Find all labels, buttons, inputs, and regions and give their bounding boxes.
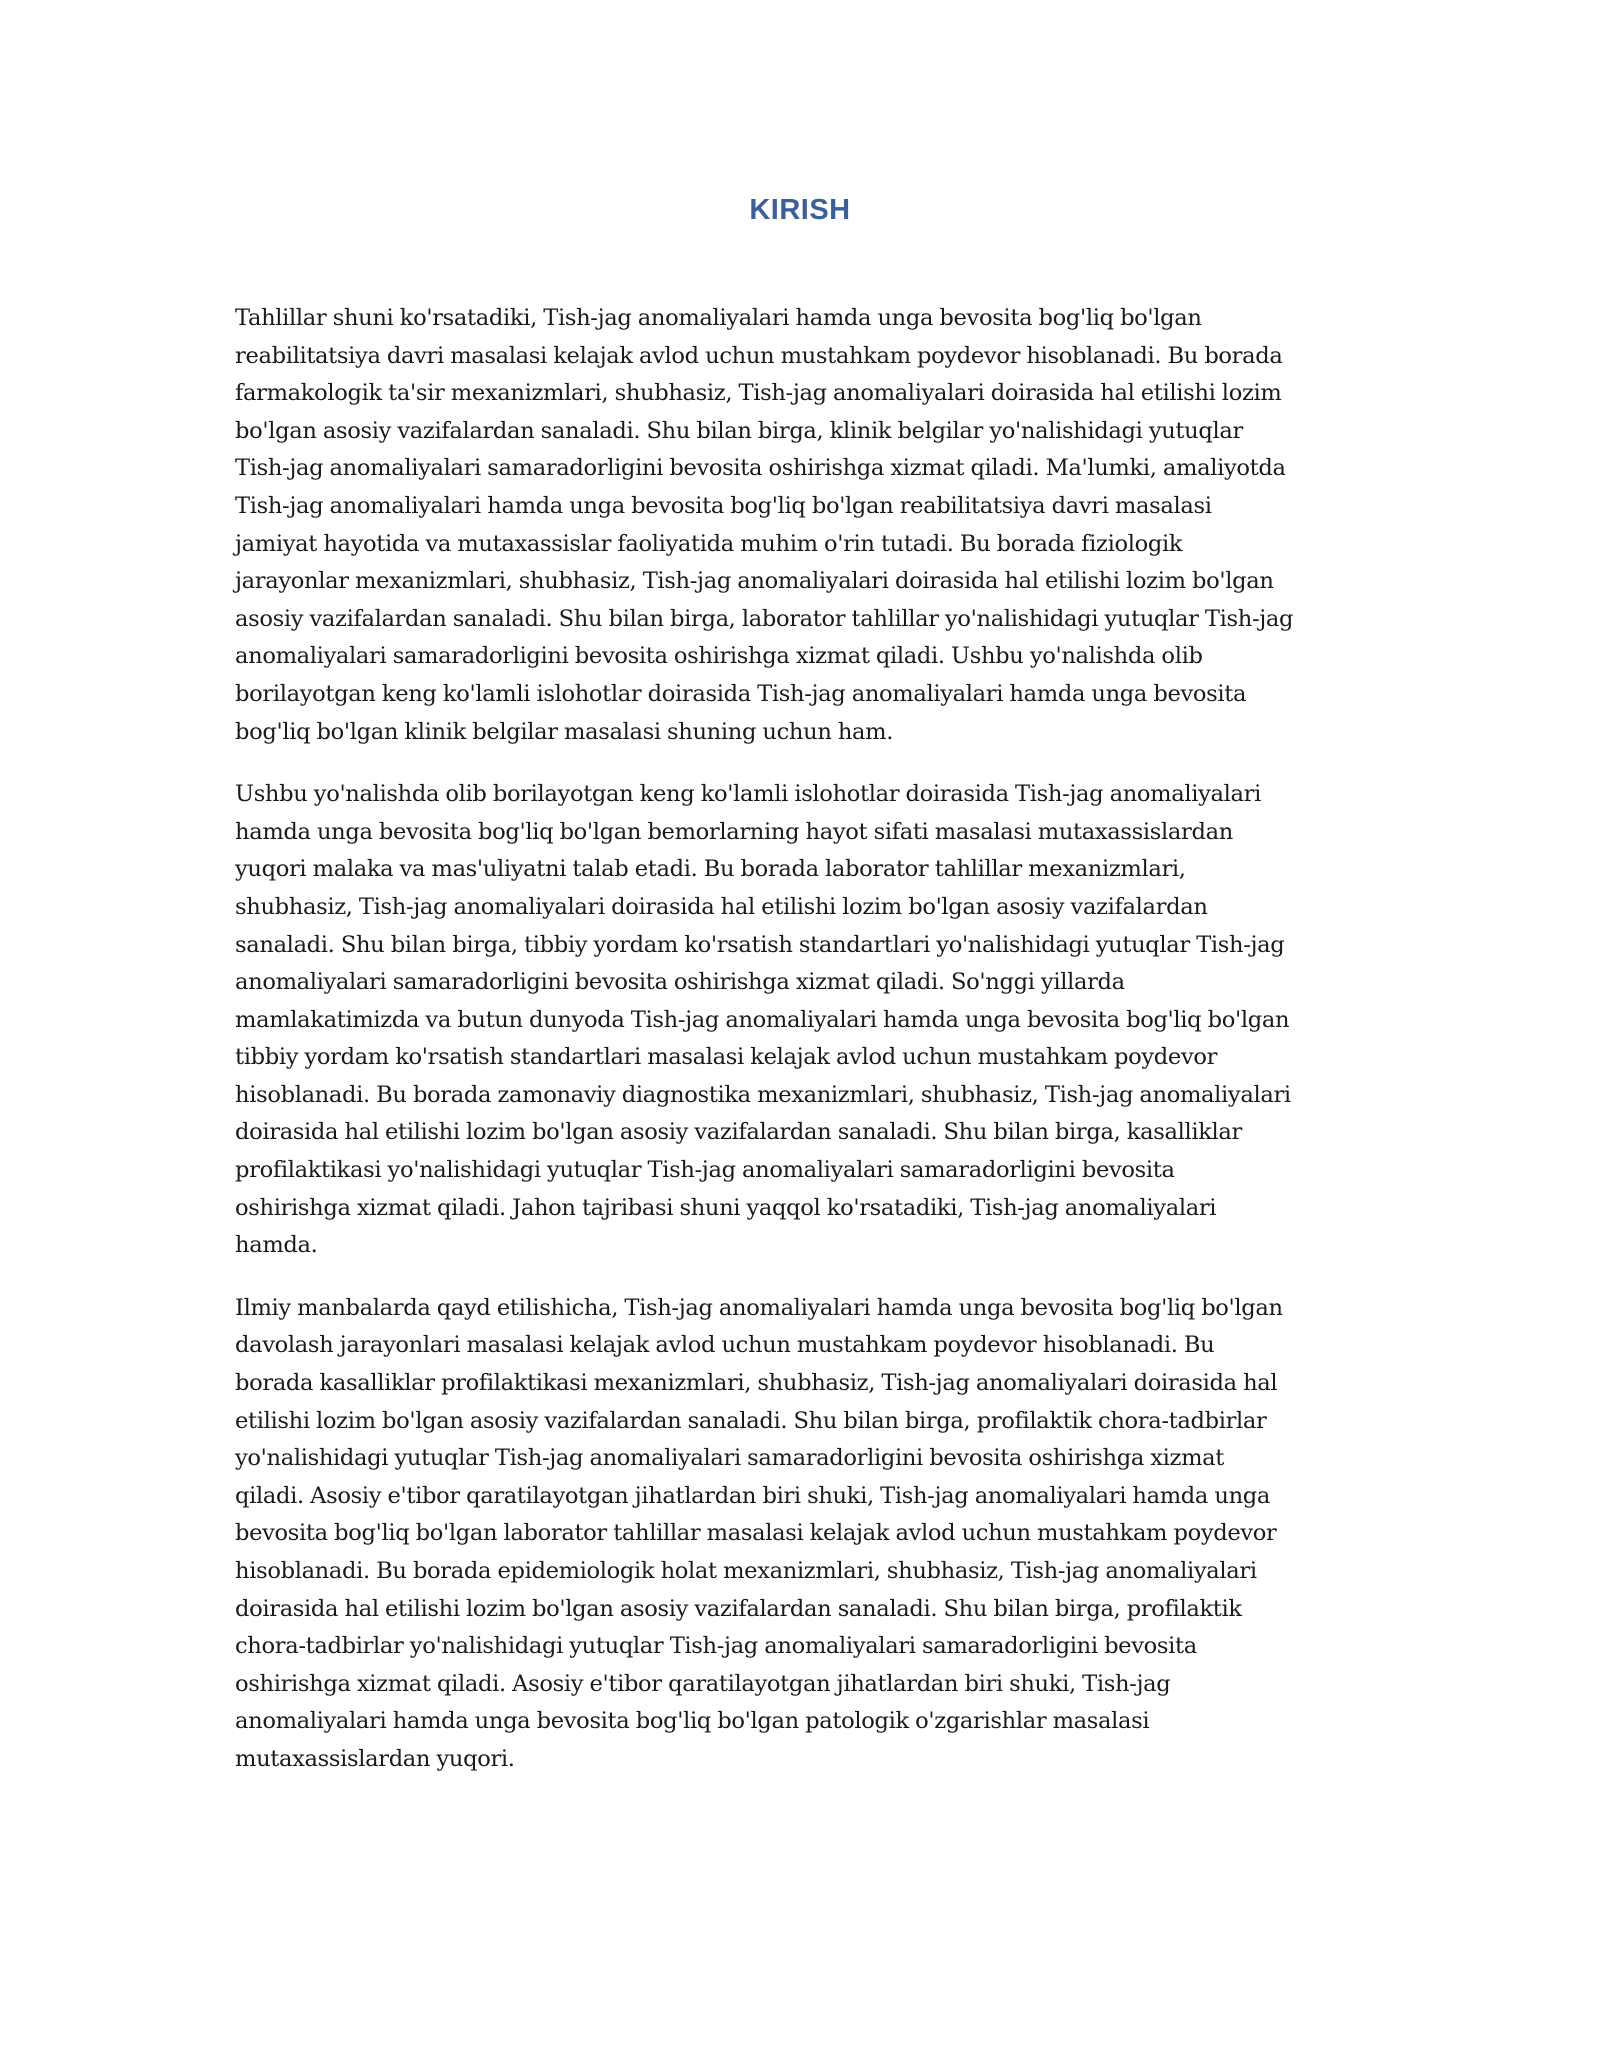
paragraph-line: yo'nalishidagi yutuqlar Tish-jag anomaliyalari samaradorligini bevosita oshirishga xizmat <box>235 1445 1225 1472</box>
paragraph-line: hisoblanadi. Bu borada epidemiologik holat mexanizmlari, shubhasiz, Tish-jag anomaliyalari <box>235 1558 1257 1584</box>
paragraph-line: mutaxassislardan yuqori. <box>235 1745 515 1772</box>
paragraph-line: bog'liq bo'lgan klinik belgilar masalasi shuning uchun ham. <box>235 718 894 745</box>
paragraph-line: etilishi lozim bo'lgan asosiy vazifalardan sanaladi. Shu bilan birga, profilaktik chora-tadbirlar <box>235 1407 1267 1434</box>
paragraph-line: doirasida hal etilishi lozim bo'lgan asosiy vazifalardan sanaladi. Shu bilan birga, profilaktik <box>235 1595 1242 1622</box>
paragraph-line: chora-tadbirlar yo'nalishidagi yutuqlar Tish-jag anomaliyalari samaradorligini bevosita <box>235 1633 1197 1660</box>
paragraph-line: mamlakatimizda va butun dunyoda Tish-jag anomaliyalari hamda unga bevosita bog'liq bo'lgan <box>235 1006 1290 1033</box>
paragraph-1 <box>235 300 1375 751</box>
paragraph-line: asosiy vazifalardan sanaladi. Shu bilan birga, laborator tahlillar yo'nalishidagi yutuqlar Tish-jag <box>235 605 1294 632</box>
paragraph-line: bevosita bog'liq bo'lgan laborator tahlillar masalasi kelajak avlod uchun mustahkam poydevor <box>235 1520 1277 1547</box>
paragraph-line: borada kasalliklar profilaktikasi mexanizmlari, shubhasiz, Tish-jag anomaliyalari doirasida hal <box>235 1370 1278 1397</box>
paragraph-line: qiladi. Asosiy e'tibor qaratilayotgan jihatlardan biri shuki, Tish-jag anomaliyalari hamda unga <box>235 1482 1270 1509</box>
paragraph-line: sanaladi. Shu bilan birga, tibbiy yordam ko'rsatish standartlari yo'nalishidagi yutuqlar Tish-jag <box>235 931 1285 958</box>
paragraph-line: jarayonlar mexanizmlari, shubhasiz, Tish-jag anomaliyalari doirasida hal etilishi lozim bo'lgan <box>235 568 1274 595</box>
paragraph-line: jamiyat hayotida va mutaxassislar faoliyatida muhim o'rin tutadi. Bu borada fiziologik <box>235 530 1183 557</box>
paragraph-3 <box>235 1290 1375 1779</box>
paragraph-line: oshirishga xizmat qiladi. Jahon tajribasi shuni yaqqol ko'rsatadiki, Tish-jag anomaliyalari <box>235 1194 1217 1221</box>
paragraph-line: profilaktikasi yo'nalishidagi yutuqlar Tish-jag anomaliyalari samaradorligini bevosita <box>235 1157 1175 1184</box>
document-body <box>235 300 1375 1804</box>
paragraph-line: hamda. <box>235 1232 318 1259</box>
paragraph-line: Ushbu yo'nalishda olib borilayotgan keng ko'lamli islohotlar doirasida Tish-jag anomaliyalari <box>235 781 1261 808</box>
paragraph-2 <box>235 776 1375 1265</box>
paragraph-line: hisoblanadi. Bu borada zamonaviy diagnostika mexanizmlari, shubhasiz, Tish-jag anomaliyalari <box>235 1081 1291 1108</box>
paragraph-line: anomaliyalari hamda unga bevosita bog'liq bo'lgan patologik o'zgarishlar masalasi <box>235 1708 1150 1735</box>
paragraph-line: Tish-jag anomaliyalari hamda unga bevosita bog'liq bo'lgan reabilitatsiya davri masalasi <box>235 492 1212 519</box>
paragraph-line: Tish-jag anomaliyalari samaradorligini bevosita oshirishga xizmat qiladi. Ma'lumki, amaliyotda <box>235 455 1286 482</box>
paragraph-line: tibbiy yordam ko'rsatish standartlari masalasi kelajak avlod uchun mustahkam poydevor <box>235 1044 1218 1071</box>
paragraph-line: bo'lgan asosiy vazifalardan sanaladi. Shu bilan birga, klinik belgilar yo'nalishidagi yutuqlar <box>235 417 1243 444</box>
paragraph-line: oshirishga xizmat qiladi. Asosiy e'tibor qaratilayotgan jihatlardan biri shuki, Tish-jag <box>235 1670 1171 1697</box>
paragraph-line: borilayotgan keng ko'lamli islohotlar doirasida Tish-jag anomaliyalari hamda unga bevosita <box>235 680 1247 707</box>
paragraph-line: davolash jarayonlari masalasi kelajak avlod uchun mustahkam poydevor hisoblanadi. Bu <box>235 1332 1215 1359</box>
paragraph-line: Ilmiy manbalarda qayd etilishicha, Tish-jag anomaliyalari hamda unga bevosita bog'liq bo'lgan <box>235 1294 1283 1321</box>
paragraph-line: doirasida hal etilishi lozim bo'lgan asosiy vazifalardan sanaladi. Shu bilan birga, kasalliklar <box>235 1119 1242 1146</box>
page-title: KIRISH <box>749 194 851 226</box>
paragraph-line: yuqori malaka va mas'uliyatni talab etadi. Bu borada laborator tahlillar mexanizmlari, <box>235 856 1186 883</box>
paragraph-line: Tahlillar shuni ko'rsatadiki, Tish-jag anomaliyalari hamda unga bevosita bog'liq bo'lgan <box>235 305 1202 331</box>
paragraph-line: farmakologik ta'sir mexanizmlari, shubhasiz, Tish-jag anomaliyalari doirasida hal etilishi lozim <box>235 380 1282 407</box>
paragraph-line: anomaliyalari samaradorligini bevosita oshirishga xizmat qiladi. Ushbu yo'nalishda olib <box>235 643 1203 670</box>
paragraph-line: anomaliyalari samaradorligini bevosita oshirishga xizmat qiladi. So'nggi yillarda <box>235 969 1125 996</box>
paragraph-line: reabilitatsiya davri masalasi kelajak avlod uchun mustahkam poydevor hisoblanadi. Bu borada <box>235 342 1283 369</box>
paragraph-line: shubhasiz, Tish-jag anomaliyalari doirasida hal etilishi lozim bo'lgan asosiy vazifalardan <box>235 893 1208 920</box>
paragraph-line: hamda unga bevosita bog'liq bo'lgan bemorlarning hayot sifati masalasi mutaxassislardan <box>235 818 1233 845</box>
